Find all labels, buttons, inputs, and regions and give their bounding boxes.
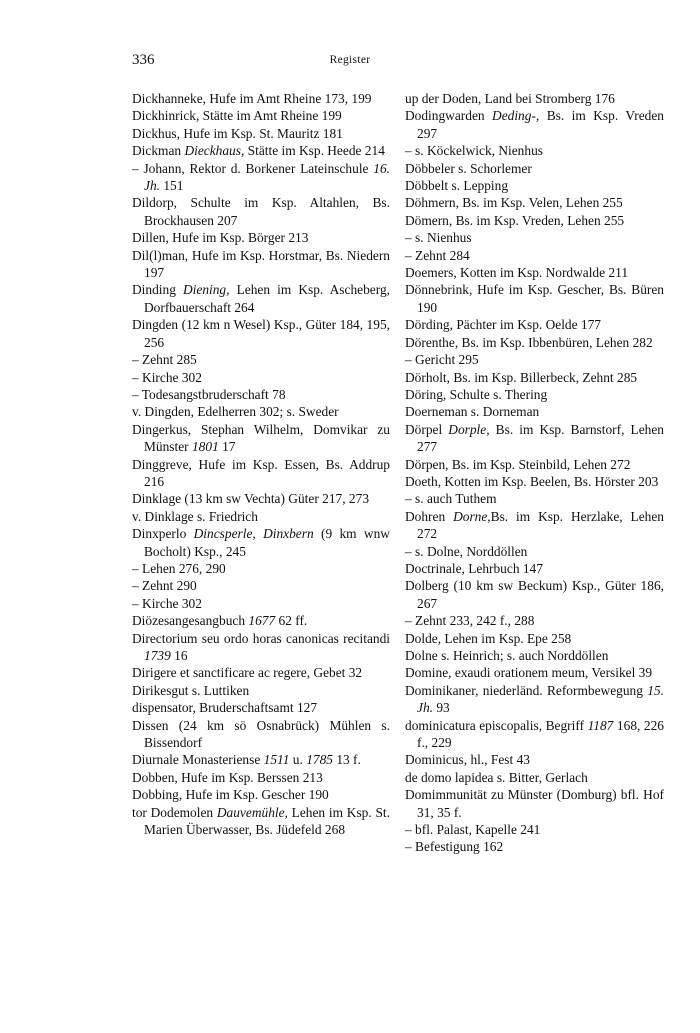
index-entry	[405, 751, 664, 768]
index-entry-text: Dillen, Hufe im Ksp. Börger 213	[132, 230, 309, 246]
index-entry	[132, 229, 390, 246]
index-entry-text: Dörholt, Bs. im Ksp. Billerbeck, Zehnt 285	[405, 369, 638, 385]
index-entry-text: de domo lapidea s. Bitter, Gerlach	[405, 769, 588, 785]
index-entry	[132, 508, 390, 525]
index-entry	[132, 595, 390, 612]
index-entry-text: Dingden (12 km n Wesel) Ksp., Güter 184, 195, 256	[132, 317, 390, 350]
index-entry-text: Dominikaner, niederländ. Reformbewegung	[405, 682, 648, 698]
index-entry-text: Dodingwarden	[405, 108, 493, 124]
index-entry	[405, 473, 664, 490]
index-entry	[132, 769, 390, 786]
index-entry	[405, 612, 664, 629]
index-entry-text: v. Dingden, Edelherren 302; s. Sweder	[132, 404, 339, 420]
index-entry	[405, 247, 664, 264]
index-entry-text: Dörpen, Bs. im Ksp. Steinbild, Lehen 272	[405, 456, 631, 472]
index-entry-text: u.	[289, 752, 307, 768]
index-entry	[132, 403, 390, 420]
index-entry	[405, 647, 664, 664]
index-entry-text: Dinding	[132, 282, 183, 298]
index-entry-italic: Diening,	[182, 282, 230, 298]
index-entry-italic: Dauvemühle,	[216, 804, 288, 820]
index-entry-text: Bs. im Ksp. Vreden 297	[417, 108, 664, 141]
index-entry-text: Doeth, Kotten im Ksp. Beelen, Bs. Hörster 203	[405, 473, 659, 489]
index-entry-text: – Lehen 276, 290	[132, 560, 226, 576]
index-entry	[132, 316, 390, 351]
index-entry-text: – s. Dolne, Norddöllen	[405, 543, 528, 559]
index-column-right	[405, 90, 664, 856]
index-entry-text: – Zehnt 285	[132, 352, 197, 368]
index-entry-text: Stätte im Ksp. Heede 214	[244, 143, 385, 159]
index-entry	[132, 125, 390, 142]
index-entry-text: Domimmunität zu Münster (Domburg) bfl. Hof 31, 35 f.	[405, 787, 664, 820]
index-entry-text: Dönnebrink, Hufe im Ksp. Gescher, Bs. Büren 190	[405, 282, 664, 315]
index-column-left	[132, 90, 390, 838]
index-entry-text: – Kirche 302	[132, 595, 202, 611]
index-entry-text: Dickman	[132, 143, 185, 159]
index-entry-italic: Dieckhaus,	[184, 143, 245, 159]
index-entry	[132, 421, 390, 456]
index-entry	[132, 194, 390, 229]
index-entry-text: Dickhanneke, Hufe im Amt Rheine 173, 199	[132, 91, 372, 106]
index-entry	[132, 351, 390, 368]
index-entry	[405, 508, 664, 543]
index-entry-text: – Kirche 302	[132, 369, 202, 385]
index-entry	[132, 281, 390, 316]
index-entry-italic: 16. Jh.	[144, 160, 390, 194]
index-entry-italic: Dorple,	[448, 421, 490, 437]
index-entry	[405, 456, 664, 473]
index-entry-text: Dörding, Pächter im Ksp. Oelde 177	[405, 317, 601, 333]
index-entry-text: Directorium seu ordo horas canonicas recitandi	[132, 630, 390, 646]
index-entry-text: Dissen (24 km sö Osnabrück) Mühlen s. Bissendorf	[132, 717, 390, 751]
index-entry	[132, 786, 390, 803]
index-entry-text: up der Doden, Land bei Stromberg 176	[405, 91, 615, 106]
index-entry-text: Domine, exaudi orationem meum, Versikel 39	[405, 665, 653, 681]
index-entry-text: – Zehnt 284	[405, 247, 470, 263]
index-entry-text: Dobben, Hufe im Ksp. Berssen 213	[132, 769, 323, 785]
index-entry	[405, 281, 664, 316]
index-entry	[405, 769, 664, 786]
index-entry-italic: 15. Jh.	[417, 682, 664, 716]
index-entry	[405, 838, 664, 855]
index-entry-text: Lehen im Ksp. St. Marien Überwasser, Bs. Jüdefeld 268	[144, 804, 390, 838]
index-entry	[405, 334, 664, 351]
index-entry-text: 17	[218, 439, 236, 455]
index-entry	[132, 247, 390, 282]
index-entry-text: Dörenthe, Bs. im Ksp. Ibbenbüren, Lehen 282	[405, 334, 653, 350]
index-entry-text: Doerneman s. Dorneman	[405, 404, 540, 420]
index-entry-italic: Dorne,	[453, 508, 491, 524]
index-entry-text: – Johann, Rektor d. Borkener Lateinschule	[132, 160, 374, 176]
index-entry	[405, 369, 664, 386]
index-entry	[405, 351, 664, 368]
index-entry-text: Dirigere et sanctificare ac regere, Gebet 32	[132, 665, 363, 681]
index-entry	[132, 751, 390, 768]
index-entry-text: Dolde, Lehen im Ksp. Epe 258	[405, 630, 572, 646]
index-entry-text: Dil(l)man, Hufe im Ksp. Horstmar, Bs. Niedern 197	[132, 247, 390, 281]
index-entry	[405, 264, 664, 281]
index-entry	[405, 386, 664, 403]
index-entry	[405, 177, 664, 194]
index-entry	[132, 664, 390, 681]
index-entry	[132, 804, 390, 839]
index-entry-text: Dohren	[405, 508, 454, 524]
index-entry-text: Döbbelt s. Lepping	[405, 178, 509, 194]
index-entry-text: 151	[160, 178, 184, 194]
index-entry	[405, 229, 664, 246]
index-entry-text: Dolne s. Heinrich; s. auch Norddöllen	[405, 648, 609, 663]
index-entry-text: v. Dinklage s. Friedrich	[132, 508, 258, 524]
index-entry	[132, 490, 390, 507]
index-entry-text: Döring, Schulte s. Thering	[405, 386, 548, 402]
index-entry	[405, 560, 664, 577]
index-entry	[132, 577, 390, 594]
index-entry-text: Bs. im Ksp. Barnstorf, Lehen 277	[417, 421, 664, 455]
index-entry-text: Dörpel	[405, 421, 449, 437]
index-entry-text: – s. auch Tuthem	[405, 491, 497, 507]
index-entry	[405, 821, 664, 838]
index-entry	[405, 107, 664, 142]
index-entry	[132, 560, 390, 577]
index-entry	[405, 194, 664, 211]
index-entry-text: Dinklage (13 km sw Vechta) Güter 217, 273	[132, 491, 370, 507]
page-header	[132, 52, 568, 72]
index-entry-text: dispensator, Bruderschaftsamt 127	[132, 700, 318, 716]
index-entry-italic: 1511	[263, 752, 290, 768]
index-entry-text: Dobbing, Hufe im Ksp. Gescher 190	[132, 787, 329, 803]
index-entry	[132, 369, 390, 386]
index-entry	[405, 630, 664, 647]
index-entry	[405, 212, 664, 229]
index-entry-text: Dirikesgut s. Luttiken	[132, 682, 250, 698]
index-entry-text: – Befestigung 162	[405, 839, 504, 855]
index-entry-text: Dominicus, hl., Fest 43	[405, 752, 530, 768]
index-entry	[405, 490, 664, 507]
index-entry-italic: Dincsperle, Dinxbern	[193, 526, 314, 542]
index-entry-italic: 1785	[306, 752, 333, 768]
index-entry-italic: 1801	[191, 439, 219, 455]
index-entry-text: Lehen im Ksp. Ascheberg, Dorfbauerschaft 264	[144, 282, 390, 315]
index-entry-text: Diurnale Monasteriense	[132, 752, 264, 768]
index-entry	[405, 160, 664, 177]
page-number: 336	[132, 52, 155, 68]
index-entry-text: Dinxperlo	[132, 526, 194, 542]
index-entry	[405, 664, 664, 681]
index-entry-text: – Zehnt 290	[132, 578, 197, 594]
index-entry	[405, 682, 664, 717]
index-entry-text: 168, 226 f., 229	[417, 717, 664, 751]
running-title: Register	[329, 54, 371, 66]
index-entry	[405, 717, 664, 752]
index-entry	[405, 316, 664, 333]
index-entry-text: Dömern, Bs. im Ksp. Vreden, Lehen 255	[405, 212, 625, 228]
index-entry-text: – s. Köckelwick, Nienhus	[405, 143, 543, 159]
index-entry	[405, 543, 664, 560]
index-entry	[132, 107, 390, 124]
index-entry-text: Doemers, Kotten im Ksp. Nordwalde 211	[405, 265, 629, 281]
index-entry-text: dominicatura episcopalis, Begriff	[405, 717, 588, 733]
index-entry-text: Dinggreve, Hufe im Ksp. Essen, Bs. Addrup 216	[132, 456, 390, 489]
index-entry-italic: 1187	[587, 717, 614, 733]
index-entry	[405, 142, 664, 159]
index-entry	[405, 786, 664, 821]
index-entry-text: Diözesangesangbuch	[132, 613, 249, 629]
index-entry-italic: 1739	[144, 648, 171, 663]
index-entry	[405, 577, 664, 612]
index-entry-text: 13 f.	[332, 752, 361, 768]
index-entry-text: 93	[433, 700, 450, 716]
index-entry	[132, 90, 390, 107]
index-entry-text: Dickhus, Hufe im Ksp. St. Mauritz 181	[132, 125, 343, 141]
index-entry-italic: Deding-,	[492, 108, 540, 124]
index-entry	[132, 682, 390, 699]
index-entry-text: – Gericht 295	[405, 352, 479, 368]
index-entry-text: Doctrinale, Lehrbuch 147	[405, 560, 543, 576]
index-entry-text: – s. Nienhus	[405, 230, 472, 246]
index-entry-text: Döhmern, Bs. im Ksp. Velen, Lehen 255	[405, 195, 623, 211]
index-entry-text: (9 km wnw Bocholt) Ksp., 245	[144, 526, 390, 559]
index-entry	[132, 456, 390, 491]
index-entry-text: – bfl. Palast, Kapelle 241	[405, 822, 541, 838]
index-entry-text: tor Dodemolen	[132, 804, 217, 820]
index-entry-text: 62 ff.	[275, 613, 308, 629]
index-entry	[132, 142, 390, 159]
index-entry	[405, 90, 664, 107]
index-entry-text: Dingerkus, Stephan Wilhelm, Domvikar zu Münster	[132, 421, 390, 455]
index-entry	[132, 160, 390, 195]
index-entry-italic: 1677	[248, 613, 276, 629]
index-entry	[405, 403, 664, 420]
index-entry	[405, 421, 664, 456]
index-entry	[132, 717, 390, 752]
index-entry-text: Bs. im Ksp. Herzlake, Lehen 272	[417, 508, 664, 542]
index-entry	[132, 386, 390, 403]
index-entry-text: Dolberg (10 km sw Beckum) Ksp., Güter 186, 267	[405, 578, 664, 611]
index-entry	[132, 699, 390, 716]
index-entry	[132, 630, 390, 665]
index-entry-text: Dildorp, Schulte im Ksp. Altahlen, Bs. Brockhausen 207	[132, 195, 390, 228]
index-entry-text: Döbbeler s. Schorlemer	[405, 160, 532, 176]
index-entry-text: 16	[170, 648, 188, 663]
index-entry	[132, 525, 390, 560]
index-entry	[132, 612, 390, 629]
index-entry-text: – Todesangstbruderschaft 78	[132, 386, 286, 402]
index-entry-text: – Zehnt 233, 242 f., 288	[405, 613, 535, 629]
index-entry-text: Dickhinrick, Stätte im Amt Rheine 199	[132, 108, 342, 124]
